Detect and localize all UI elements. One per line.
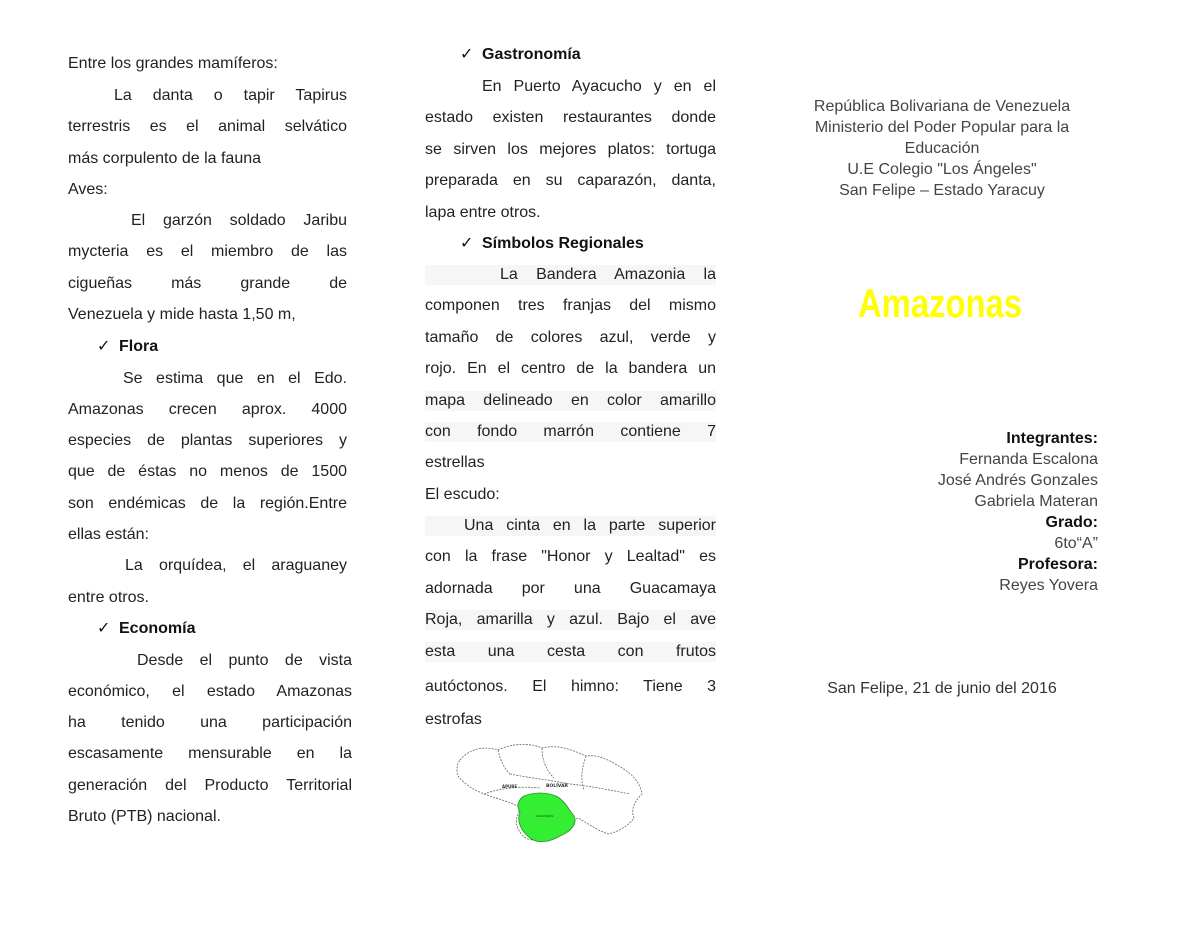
document-title: Amazonas [857,282,1023,326]
paragraph-line: rojo. En el centro de la bandera un [425,360,716,377]
paragraph-line: económico, el estado Amazonas [68,683,352,700]
paragraph-line: autóctonos. El himno: Tiene 3 [425,678,716,695]
paragraph-line: son endémicas de la región.Entre [68,495,347,512]
paragraph-line: esta una cesta con frutos [425,643,716,660]
paragraph-line: adornada por una Guacamaya [425,580,716,597]
section-heading-simbolos: ✓ Símbolos Regionales [460,235,644,252]
paragraph-line: En Puerto Ayacucho y en el [482,78,716,95]
check-icon: ✓ [460,46,474,63]
paragraph-line: estrofas [425,711,482,728]
map-label-amazonas: AMAZONAS [536,814,554,818]
venezuela-map [450,738,650,846]
section-heading-flora: ✓ Flora [97,338,159,355]
paragraph-line: generación del Producto Territorial [68,777,352,794]
paragraph-line: Venezuela y mide hasta 1,50 m, [68,306,296,323]
paragraph-line: se sirven los mejores platos: tortuga [425,141,716,158]
paragraph-line: Roja, amarilla y azul. Bajo el ave [425,611,716,628]
paragraph-line: El escudo: [425,486,500,503]
section-heading-gastronomia: ✓ Gastronomía [460,46,581,63]
paragraph-line: Bruto (PTB) nacional. [68,808,221,825]
institution-line: Educación [904,140,980,157]
member-name: José Andrés Gonzales [937,472,1098,489]
profesora-value: Reyes Yovera [999,577,1098,594]
paragraph-line: lapa entre otros. [425,204,541,221]
map-label-apure: APURE [502,784,518,789]
check-icon: ✓ [97,620,111,637]
paragraph-line: escasamente mensurable en la [68,745,352,762]
section-heading-economia: ✓ Economía [97,620,196,637]
institution-line: Ministerio del Poder Popular para la [814,119,1070,136]
paragraph-line: estrellas [425,454,485,471]
paragraph-line: entre otros. [68,589,149,606]
place-date: San Felipe, 21 de junio del 2016 [827,680,1057,697]
paragraph-line: terrestris es el animal selvático [68,118,347,135]
paragraph-line: ellas están: [68,526,149,543]
paragraph-line: mycteria es el miembro de las [68,243,347,260]
paragraph-line: más corpulento de la fauna [68,150,262,167]
paragraph-line: La Bandera Amazonia la [425,265,716,285]
paragraph-line: Aves: [68,181,108,198]
paragraph-line: mapa delineado en color amarillo [425,392,716,409]
grado-value: 6to“A” [1054,535,1098,552]
paragraph-line: que de éstas no menos de 1500 [68,463,347,480]
paragraph-line: con fondo marrón contiene 7 [425,423,716,440]
paragraph-line: Se estima que en el Edo. [123,370,347,387]
paragraph-line: con la frase "Honor y Lealtad" es [425,548,716,565]
check-icon: ✓ [460,235,474,252]
grado-label: Grado: [1045,514,1098,531]
map-label-bolivar: BOLÍVAR [546,784,568,789]
paragraph-line: Desde el punto de vista [137,652,352,669]
institution-line: San Felipe – Estado Yaracuy [839,182,1045,199]
paragraph-line: Amazonas crecen aprox. 4000 [68,401,347,418]
paragraph-line: La orquídea, el araguaney [125,557,347,574]
paragraph-line: Entre los grandes mamíferos: [68,55,278,72]
check-icon: ✓ [97,338,111,355]
paragraph-line: ha tenido una participación [68,714,352,731]
member-name: Fernanda Escalona [959,451,1098,468]
paragraph-line: especies de plantas superiores y [68,432,347,449]
paragraph-line: componen tres franjas del mismo [425,297,716,314]
paragraph-line: cigueñas más grande de [68,275,347,292]
paragraph-line: preparada en su caparazón, danta, [425,172,716,189]
institution-line: U.E Colegio "Los Ángeles" [847,161,1037,178]
integrantes-label: Integrantes: [1006,430,1098,447]
paragraph-line: estado existen restaurantes donde [425,109,716,126]
member-name: Gabriela Materan [974,493,1098,510]
paragraph-line: Una cinta en la parte superior [425,516,716,536]
paragraph-line: La danta o tapir Tapirus [114,87,347,104]
paragraph-line: tamaño de colores azul, verde y [425,329,716,346]
paragraph-line: El garzón soldado Jaribu [131,212,347,229]
profesora-label: Profesora: [1017,556,1098,573]
institution-line: República Bolivariana de Venezuela [813,98,1071,115]
